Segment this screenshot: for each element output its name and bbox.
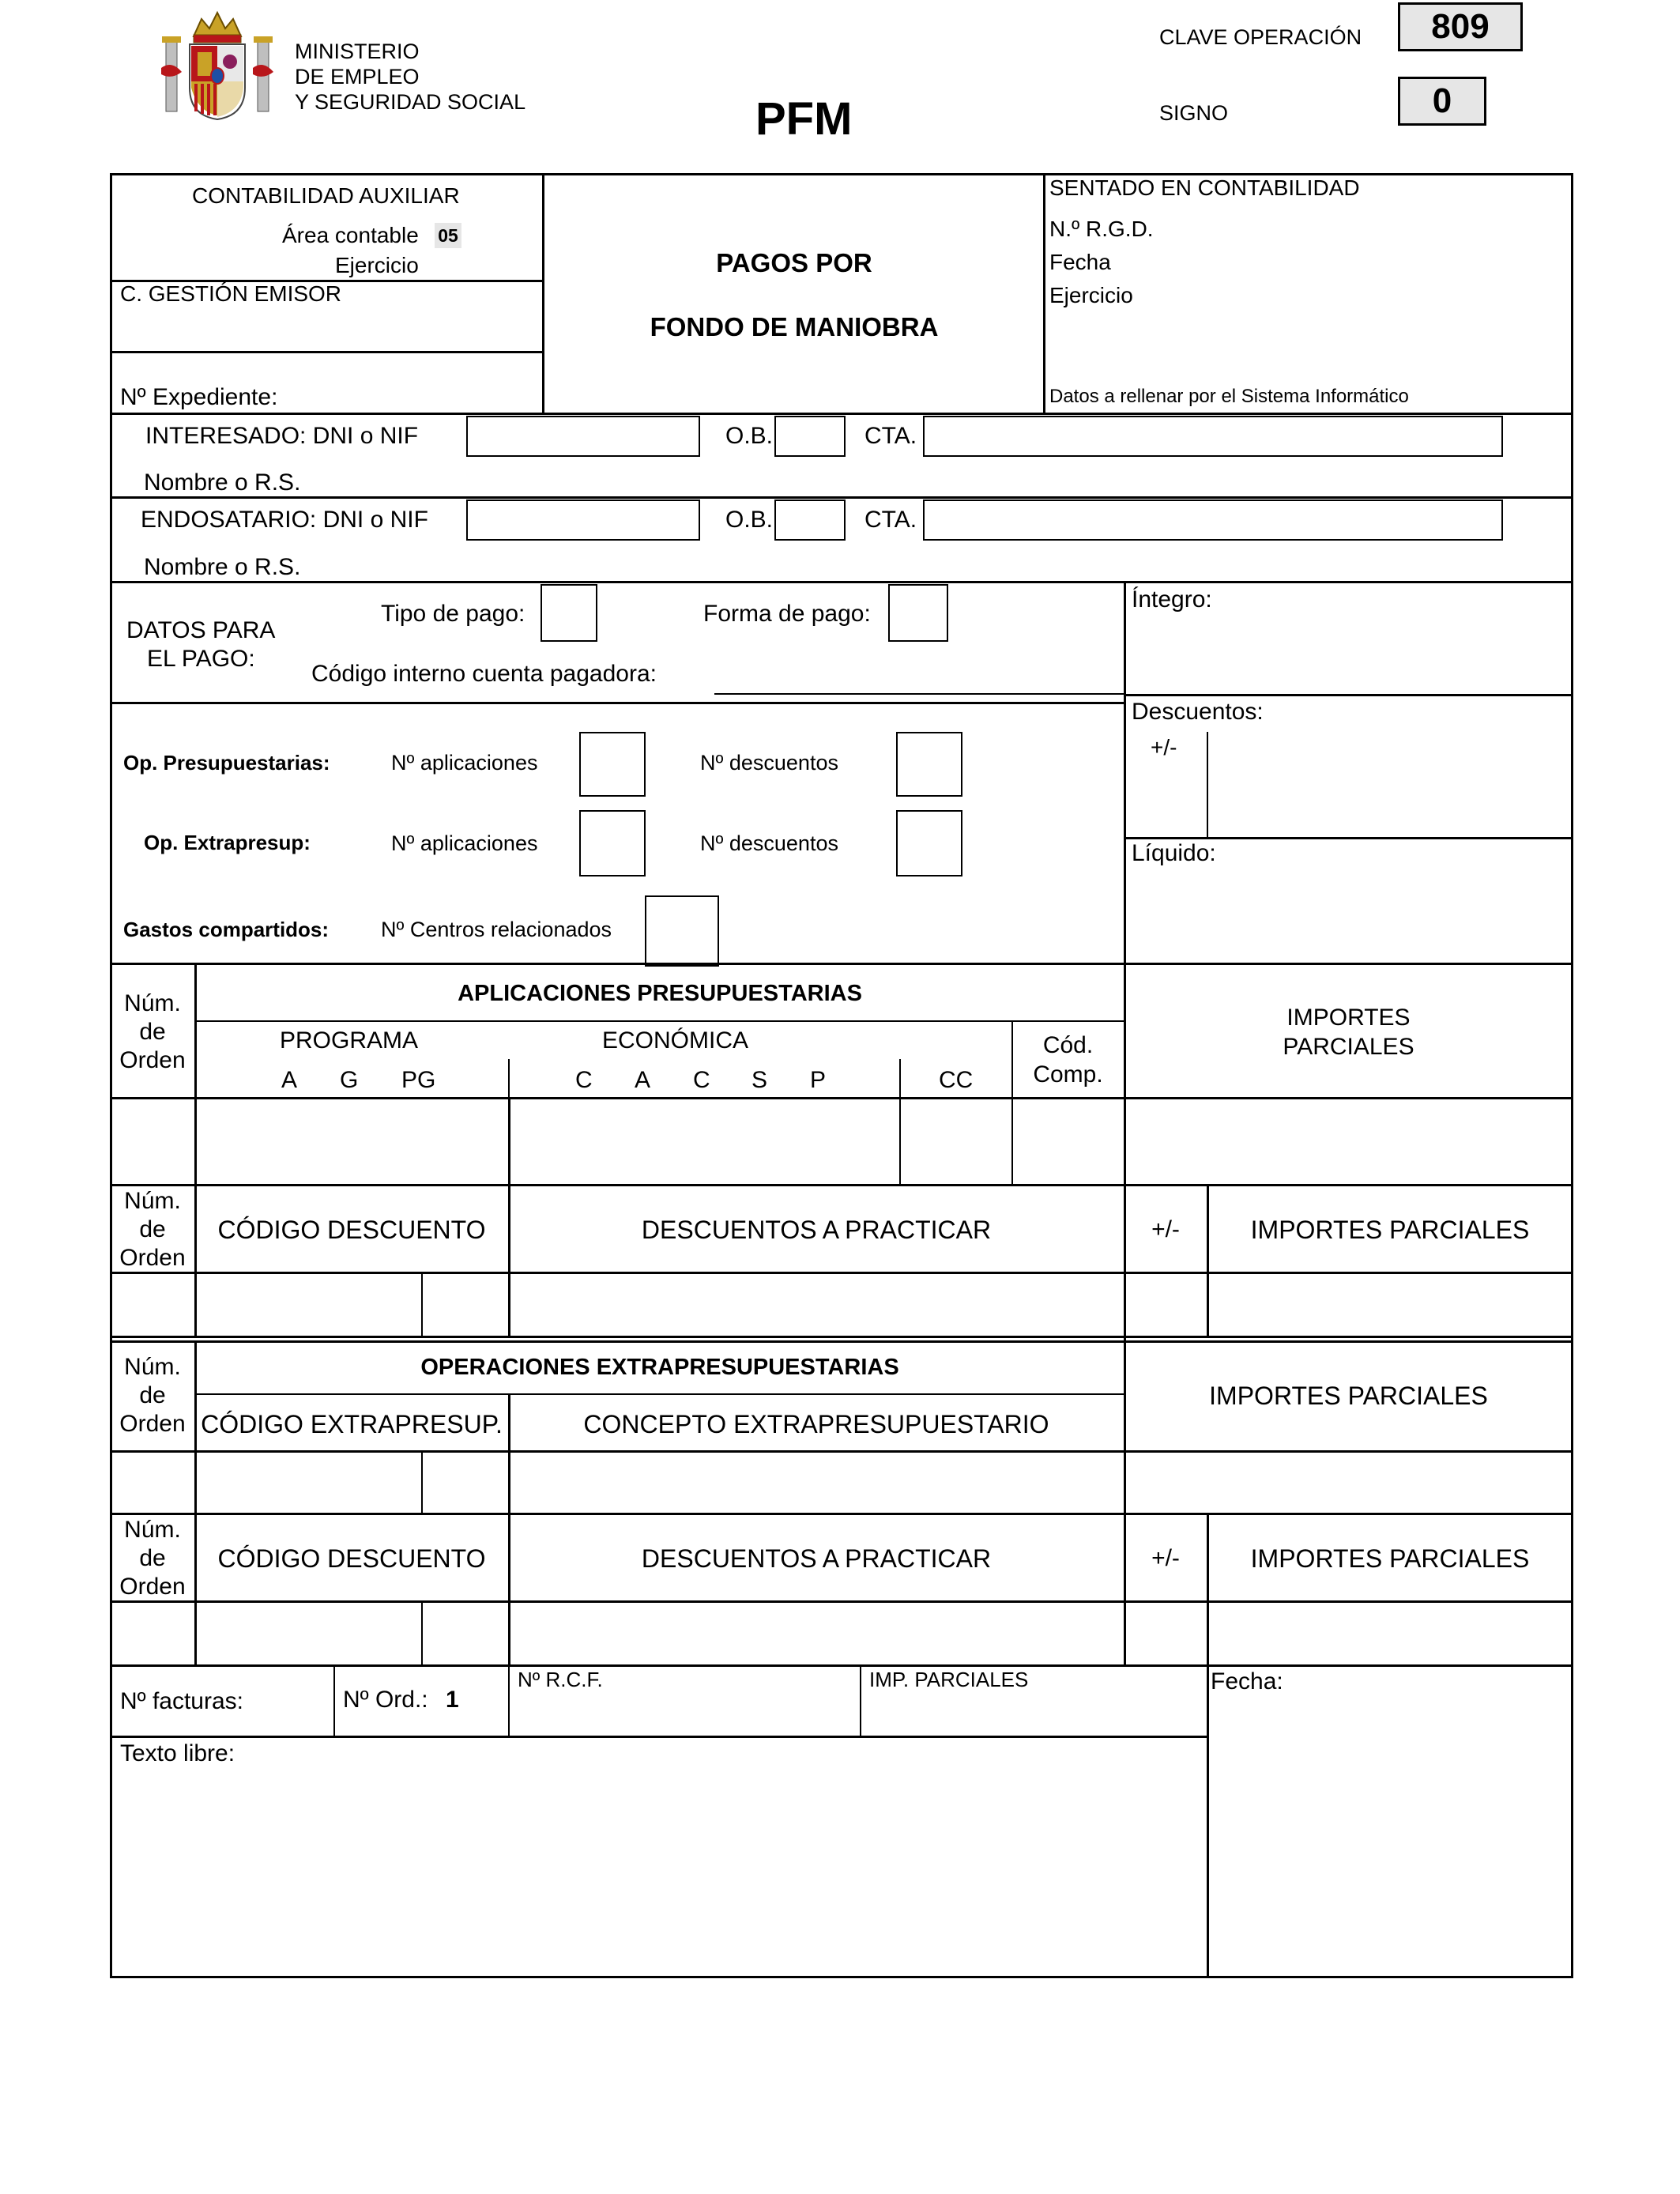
- divider: [1124, 582, 1126, 967]
- extra-title: OPERACIONES EXTRAPRESUPUESTARIAS: [420, 1355, 899, 1380]
- fecha-label: Fecha: [1049, 250, 1111, 274]
- divider: [111, 496, 1573, 499]
- liquido-label: Líquido:: [1132, 840, 1216, 866]
- datos-pago-line-2: EL PAGO:: [147, 646, 255, 672]
- programa-col-a: A: [281, 1067, 298, 1093]
- descuentos2-num-orden-3: Orden: [119, 1574, 186, 1600]
- forma-pago-label: Forma de pago:: [703, 601, 871, 627]
- descuentos1-practicar-label: DESCUENTOS A PRACTICAR: [641, 1216, 992, 1244]
- texto-libre-label: Texto libre:: [120, 1740, 235, 1766]
- sentado-label: SENTADO EN CONTABILIDAD: [1049, 175, 1360, 200]
- extra-concepto-label: CONCEPTO EXTRAPRESUPUESTARIO: [583, 1410, 1049, 1438]
- divider: [1124, 837, 1573, 839]
- endosatario-cta-label: CTA.: [864, 507, 917, 533]
- divider: [1207, 1185, 1209, 1336]
- divider: [508, 1665, 510, 1736]
- signo-value: 0: [1432, 81, 1452, 120]
- descuentos1-num-orden-2: de: [139, 1216, 166, 1242]
- divider: [860, 1665, 861, 1736]
- programa-col-g: G: [340, 1067, 359, 1093]
- divider: [111, 1600, 1573, 1603]
- divider: [111, 1097, 1573, 1099]
- ord-label: Nº Ord.:: [343, 1687, 428, 1713]
- cc-label: CC: [939, 1067, 974, 1093]
- divider: [1043, 174, 1045, 414]
- programa-col-pg: PG: [401, 1067, 436, 1093]
- imp-parciales-label: IMP. PARCIALES: [869, 1668, 1029, 1691]
- divider: [194, 1185, 197, 1336]
- extra-codigo-label: CÓDIGO EXTRAPRESUP.: [201, 1410, 503, 1438]
- divider: [508, 1185, 510, 1336]
- divider: [195, 1020, 1124, 1022]
- aplicaciones-num-orden-3: Orden: [119, 1047, 186, 1073]
- endosatario-dni-label: ENDOSATARIO: DNI o NIF: [141, 507, 428, 533]
- divider: [111, 1340, 1573, 1343]
- descuentos2-num-orden-2: de: [139, 1545, 166, 1571]
- descuentos2-pm-label: +/-: [1151, 1545, 1180, 1571]
- divider: [111, 581, 1573, 583]
- signo-label: SIGNO: [1159, 101, 1229, 125]
- divider: [111, 1184, 1573, 1186]
- programa-label: PROGRAMA: [280, 1027, 419, 1054]
- fecha-footer-label: Fecha:: [1211, 1668, 1283, 1695]
- economica-col-c2: C: [693, 1067, 710, 1093]
- ministry-line-3: Y SEGURIDAD SOCIAL: [295, 90, 526, 114]
- economica-label: ECONÓMICA: [602, 1027, 749, 1054]
- rcf-label: Nº R.C.F.: [518, 1668, 603, 1691]
- codigo-interno-line[interactable]: [714, 693, 1124, 695]
- divider: [333, 1665, 335, 1736]
- centros-relacionados-label: Nº Centros relacionados: [381, 918, 612, 941]
- title-line-2: FONDO DE MANIOBRA: [650, 312, 939, 341]
- divider: [111, 702, 1125, 704]
- divider: [899, 1059, 901, 1185]
- cod-comp-line-1: Cód.: [1042, 1032, 1094, 1058]
- rgd-label: N.º R.G.D.: [1049, 217, 1154, 241]
- tipo-pago-field[interactable]: [541, 584, 597, 642]
- economica-col-a: A: [635, 1067, 651, 1093]
- presup-aplicaciones-field[interactable]: [579, 732, 646, 797]
- extra-aplicaciones-field[interactable]: [579, 810, 646, 876]
- endosatario-cta-field[interactable]: [923, 499, 1503, 541]
- aplicaciones-num-orden-2: de: [139, 1019, 166, 1045]
- endosatario-ob-label: O.B.: [725, 507, 774, 533]
- extra-num-orden-1: Núm.: [124, 1354, 181, 1380]
- gestion-emisor-label: C. GESTIÓN EMISOR: [120, 281, 342, 306]
- area-contable-value: 05: [438, 225, 458, 246]
- descuentos-title: Descuentos:: [1132, 699, 1264, 725]
- descuentos1-importes-label: IMPORTES PARCIALES: [1250, 1216, 1530, 1244]
- economica-col-s: S: [751, 1067, 768, 1093]
- divider: [1207, 1514, 1209, 1665]
- interesado-ob-label: O.B.: [725, 423, 774, 449]
- clave-operacion-box: [1398, 2, 1523, 51]
- descuentos1-codigo-label: CÓDIGO DESCUENTO: [217, 1216, 486, 1244]
- descuentos2-codigo-label: CÓDIGO DESCUENTO: [217, 1544, 486, 1573]
- codigo-interno-label: Código interno cuenta pagadora:: [311, 661, 657, 687]
- divider: [421, 1272, 423, 1336]
- coat-of-arms-emblem: [158, 5, 277, 123]
- clave-operacion-value: 809: [1431, 7, 1490, 46]
- op-extrapresup-label: Op. Extrapresup:: [144, 831, 311, 854]
- aplicaciones-num-orden-1: Núm.: [124, 990, 181, 1016]
- divider: [111, 351, 544, 353]
- tipo-pago-label: Tipo de pago:: [381, 601, 525, 627]
- interesado-nombre-label: Nombre o R.S.: [144, 469, 301, 496]
- descuentos2-num-orden-1: Núm.: [124, 1517, 181, 1543]
- interesado-dni-field[interactable]: [466, 416, 700, 457]
- divider: [421, 1601, 423, 1665]
- divider: [111, 1272, 1573, 1274]
- descuentos1-pm-label: +/-: [1151, 1216, 1180, 1242]
- ord-value: 1: [446, 1687, 459, 1713]
- form-code: PFM: [755, 93, 853, 145]
- datos-pago-line-1: DATOS PARA: [126, 617, 276, 643]
- importes-parciales-line-1: IMPORTES: [1286, 1005, 1411, 1031]
- integro-label: Íntegro:: [1132, 586, 1212, 613]
- importes-parciales-line-2: PARCIALES: [1283, 1034, 1414, 1060]
- divider: [508, 1514, 510, 1665]
- economica-col-p: P: [810, 1067, 827, 1093]
- extra-aplicaciones-label: Nº aplicaciones: [391, 831, 538, 855]
- ministry-line-1: MINISTERIO: [295, 40, 420, 63]
- ejercicio-label: Ejercicio: [335, 253, 419, 277]
- clave-operacion-label: CLAVE OPERACIÓN: [1159, 25, 1362, 49]
- divider: [542, 174, 544, 414]
- extra-descuentos-field[interactable]: [896, 810, 962, 876]
- extra-num-orden-3: Orden: [119, 1411, 186, 1437]
- descuentos1-num-orden-3: Orden: [119, 1245, 186, 1271]
- interesado-dni-label: INTERESADO: DNI o NIF: [145, 423, 419, 449]
- economica-col-c1: C: [575, 1067, 593, 1093]
- title-line-1: PAGOS POR: [716, 248, 872, 277]
- sistema-note: Datos a rellenar por el Sistema Informático: [1049, 386, 1409, 407]
- divider: [111, 1450, 1573, 1453]
- forma-pago-field[interactable]: [888, 584, 948, 642]
- divider: [194, 1098, 197, 1185]
- facturas-label: Nº facturas:: [120, 1688, 244, 1714]
- divider: [508, 1098, 510, 1185]
- divider: [421, 1451, 423, 1514]
- divider: [1207, 1665, 1209, 1978]
- area-contable-label: Área contable: [282, 223, 419, 247]
- divider: [111, 413, 1573, 415]
- divider: [111, 1513, 1573, 1515]
- divider: [111, 1336, 1573, 1338]
- divider: [111, 963, 1573, 965]
- presup-aplicaciones-label: Nº aplicaciones: [391, 751, 538, 775]
- ministry-line-2: DE EMPLEO: [295, 65, 420, 89]
- centros-relacionados-field[interactable]: [645, 895, 719, 967]
- interesado-cta-label: CTA.: [864, 423, 917, 449]
- divider: [194, 1514, 197, 1665]
- descuentos2-importes-label: IMPORTES PARCIALES: [1250, 1544, 1530, 1573]
- cod-comp-line-2: Comp.: [1033, 1061, 1103, 1088]
- endosatario-nombre-label: Nombre o R.S.: [144, 554, 301, 580]
- op-presupuestarias-label: Op. Presupuestarias:: [123, 751, 330, 775]
- divider: [1124, 694, 1573, 696]
- extra-importes-label: IMPORTES PARCIALES: [1209, 1382, 1488, 1410]
- interesado-cta-field[interactable]: [923, 416, 1503, 457]
- descuentos-plus-minus: +/-: [1151, 735, 1177, 760]
- ejercicio-right-label: Ejercicio: [1049, 283, 1133, 307]
- contabilidad-auxiliar-label: CONTABILIDAD AUXILIAR: [192, 183, 460, 208]
- descuentos2-practicar-label: DESCUENTOS A PRACTICAR: [641, 1544, 992, 1573]
- extra-descuentos-label: Nº descuentos: [700, 831, 838, 855]
- expediente-label: Nº Expediente:: [120, 384, 278, 410]
- descuentos1-num-orden-1: Núm.: [124, 1188, 181, 1214]
- divider: [111, 1664, 1573, 1667]
- interesado-ob-field[interactable]: [774, 416, 846, 457]
- endosatario-dni-field[interactable]: [466, 499, 700, 541]
- presup-descuentos-field[interactable]: [896, 732, 962, 797]
- divider: [195, 1393, 1124, 1395]
- presup-descuentos-label: Nº descuentos: [700, 751, 838, 775]
- aplicaciones-title: APLICACIONES PRESUPUESTARIAS: [458, 981, 862, 1006]
- endosatario-ob-field[interactable]: [774, 499, 846, 541]
- gastos-compartidos-label: Gastos compartidos:: [123, 918, 330, 941]
- divider: [1207, 732, 1208, 838]
- area-contable-value-box: [435, 223, 461, 248]
- divider: [111, 1736, 1207, 1738]
- extra-num-orden-2: de: [139, 1382, 166, 1408]
- signo-box: [1398, 77, 1486, 126]
